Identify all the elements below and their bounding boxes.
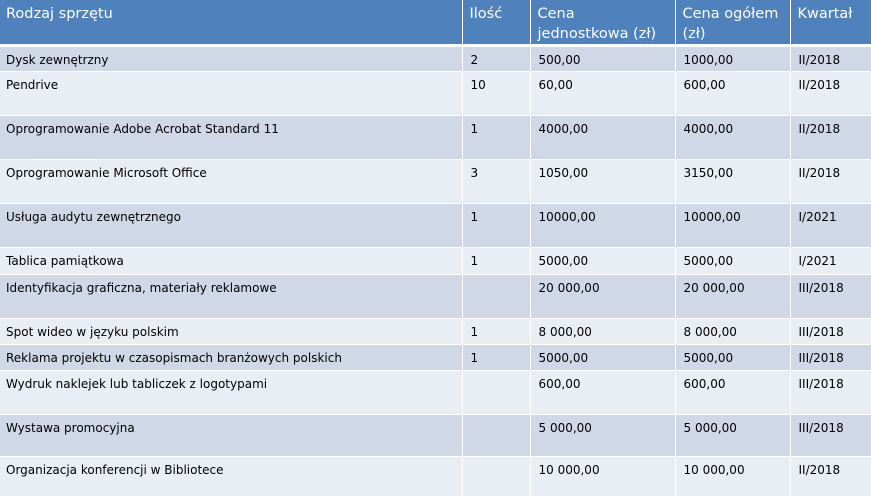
cell-equipment-type: Oprogramowanie Microsoft Office [0, 160, 462, 204]
cell-total-price: 10000,00 [675, 204, 790, 248]
cell-quantity: 3 [462, 160, 530, 204]
cell-equipment-type: Dysk zewnętrzny [0, 46, 462, 72]
cell-quarter: III/2018 [790, 319, 871, 345]
header-quantity: Ilość [462, 0, 530, 46]
cell-unit-price: 10 000,00 [530, 457, 675, 497]
cell-quarter: I/2021 [790, 204, 871, 248]
header-total-price: Cena ogółem (zł) [675, 0, 790, 46]
table-row [0, 72, 871, 116]
header-equipment-type: Rodzaj sprzętu [0, 0, 462, 46]
cell-quantity [462, 275, 530, 319]
cell-quarter: III/2018 [790, 345, 871, 371]
table-row [0, 371, 871, 415]
cell-total-price: 20 000,00 [675, 275, 790, 319]
cell-unit-price: 5 000,00 [530, 415, 675, 457]
header-unit-price: Cena jednostkowa (zł) [530, 0, 675, 46]
cell-quantity: 1 [462, 116, 530, 160]
cell-total-price: 600,00 [675, 371, 790, 415]
cell-quarter: II/2018 [790, 457, 871, 497]
table-row [0, 204, 871, 248]
cell-quantity: 1 [462, 248, 530, 275]
cell-quantity: 1 [462, 319, 530, 345]
cell-total-price: 3150,00 [675, 160, 790, 204]
header-row [0, 0, 871, 46]
cell-equipment-type: Organizacja konferencji w Bibliotece [0, 457, 462, 497]
cell-total-price: 600,00 [675, 72, 790, 116]
cell-unit-price: 1050,00 [530, 160, 675, 204]
cell-total-price: 4000,00 [675, 116, 790, 160]
cell-total-price: 5000,00 [675, 345, 790, 371]
cell-equipment-type: Tablica pamiątkowa [0, 248, 462, 275]
cell-quarter: II/2018 [790, 46, 871, 72]
header-quarter: Kwartał [790, 0, 871, 46]
cell-quarter: II/2018 [790, 72, 871, 116]
table-row [0, 248, 871, 275]
cell-quarter: I/2021 [790, 248, 871, 275]
cell-quantity: 10 [462, 72, 530, 116]
cell-total-price: 1000,00 [675, 46, 790, 72]
cell-quantity: 1 [462, 345, 530, 371]
table-row [0, 160, 871, 204]
cell-equipment-type: Pendrive [0, 72, 462, 116]
cell-equipment-type: Oprogramowanie Adobe Acrobat Standard 11 [0, 116, 462, 160]
table-row [0, 319, 871, 345]
cell-equipment-type: Reklama projektu w czasopismach branżowych polskich [0, 345, 462, 371]
cell-unit-price: 500,00 [530, 46, 675, 72]
cell-quarter: III/2018 [790, 371, 871, 415]
cell-unit-price: 10000,00 [530, 204, 675, 248]
cell-equipment-type: Wydruk naklejek lub tabliczek z logotypami [0, 371, 462, 415]
cell-equipment-type: Usługa audytu zewnętrznego [0, 204, 462, 248]
cell-unit-price: 8 000,00 [530, 319, 675, 345]
cell-unit-price: 20 000,00 [530, 275, 675, 319]
cell-unit-price: 5000,00 [530, 345, 675, 371]
cell-equipment-type: Identyfikacja graficzna, materiały reklamowe [0, 275, 462, 319]
cell-quantity [462, 415, 530, 457]
cell-unit-price: 600,00 [530, 371, 675, 415]
cell-total-price: 5 000,00 [675, 415, 790, 457]
cell-quantity: 1 [462, 204, 530, 248]
cell-total-price: 5000,00 [675, 248, 790, 275]
cell-quarter: III/2018 [790, 415, 871, 457]
table-row [0, 46, 871, 72]
cell-quantity: 2 [462, 46, 530, 72]
cell-quarter: II/2018 [790, 160, 871, 204]
cell-quantity [462, 371, 530, 415]
cell-total-price: 8 000,00 [675, 319, 790, 345]
cell-total-price: 10 000,00 [675, 457, 790, 497]
cell-unit-price: 5000,00 [530, 248, 675, 275]
table-row [0, 275, 871, 319]
cell-equipment-type: Wystawa promocyjna [0, 415, 462, 457]
table-row [0, 116, 871, 160]
table-row [0, 457, 871, 497]
table-row [0, 415, 871, 457]
cell-unit-price: 60,00 [530, 72, 675, 116]
cell-quarter: II/2018 [790, 116, 871, 160]
cell-equipment-type: Spot wideo w języku polskim [0, 319, 462, 345]
cell-quarter: III/2018 [790, 275, 871, 319]
cell-quantity [462, 457, 530, 497]
table-row [0, 345, 871, 371]
cell-unit-price: 4000,00 [530, 116, 675, 160]
